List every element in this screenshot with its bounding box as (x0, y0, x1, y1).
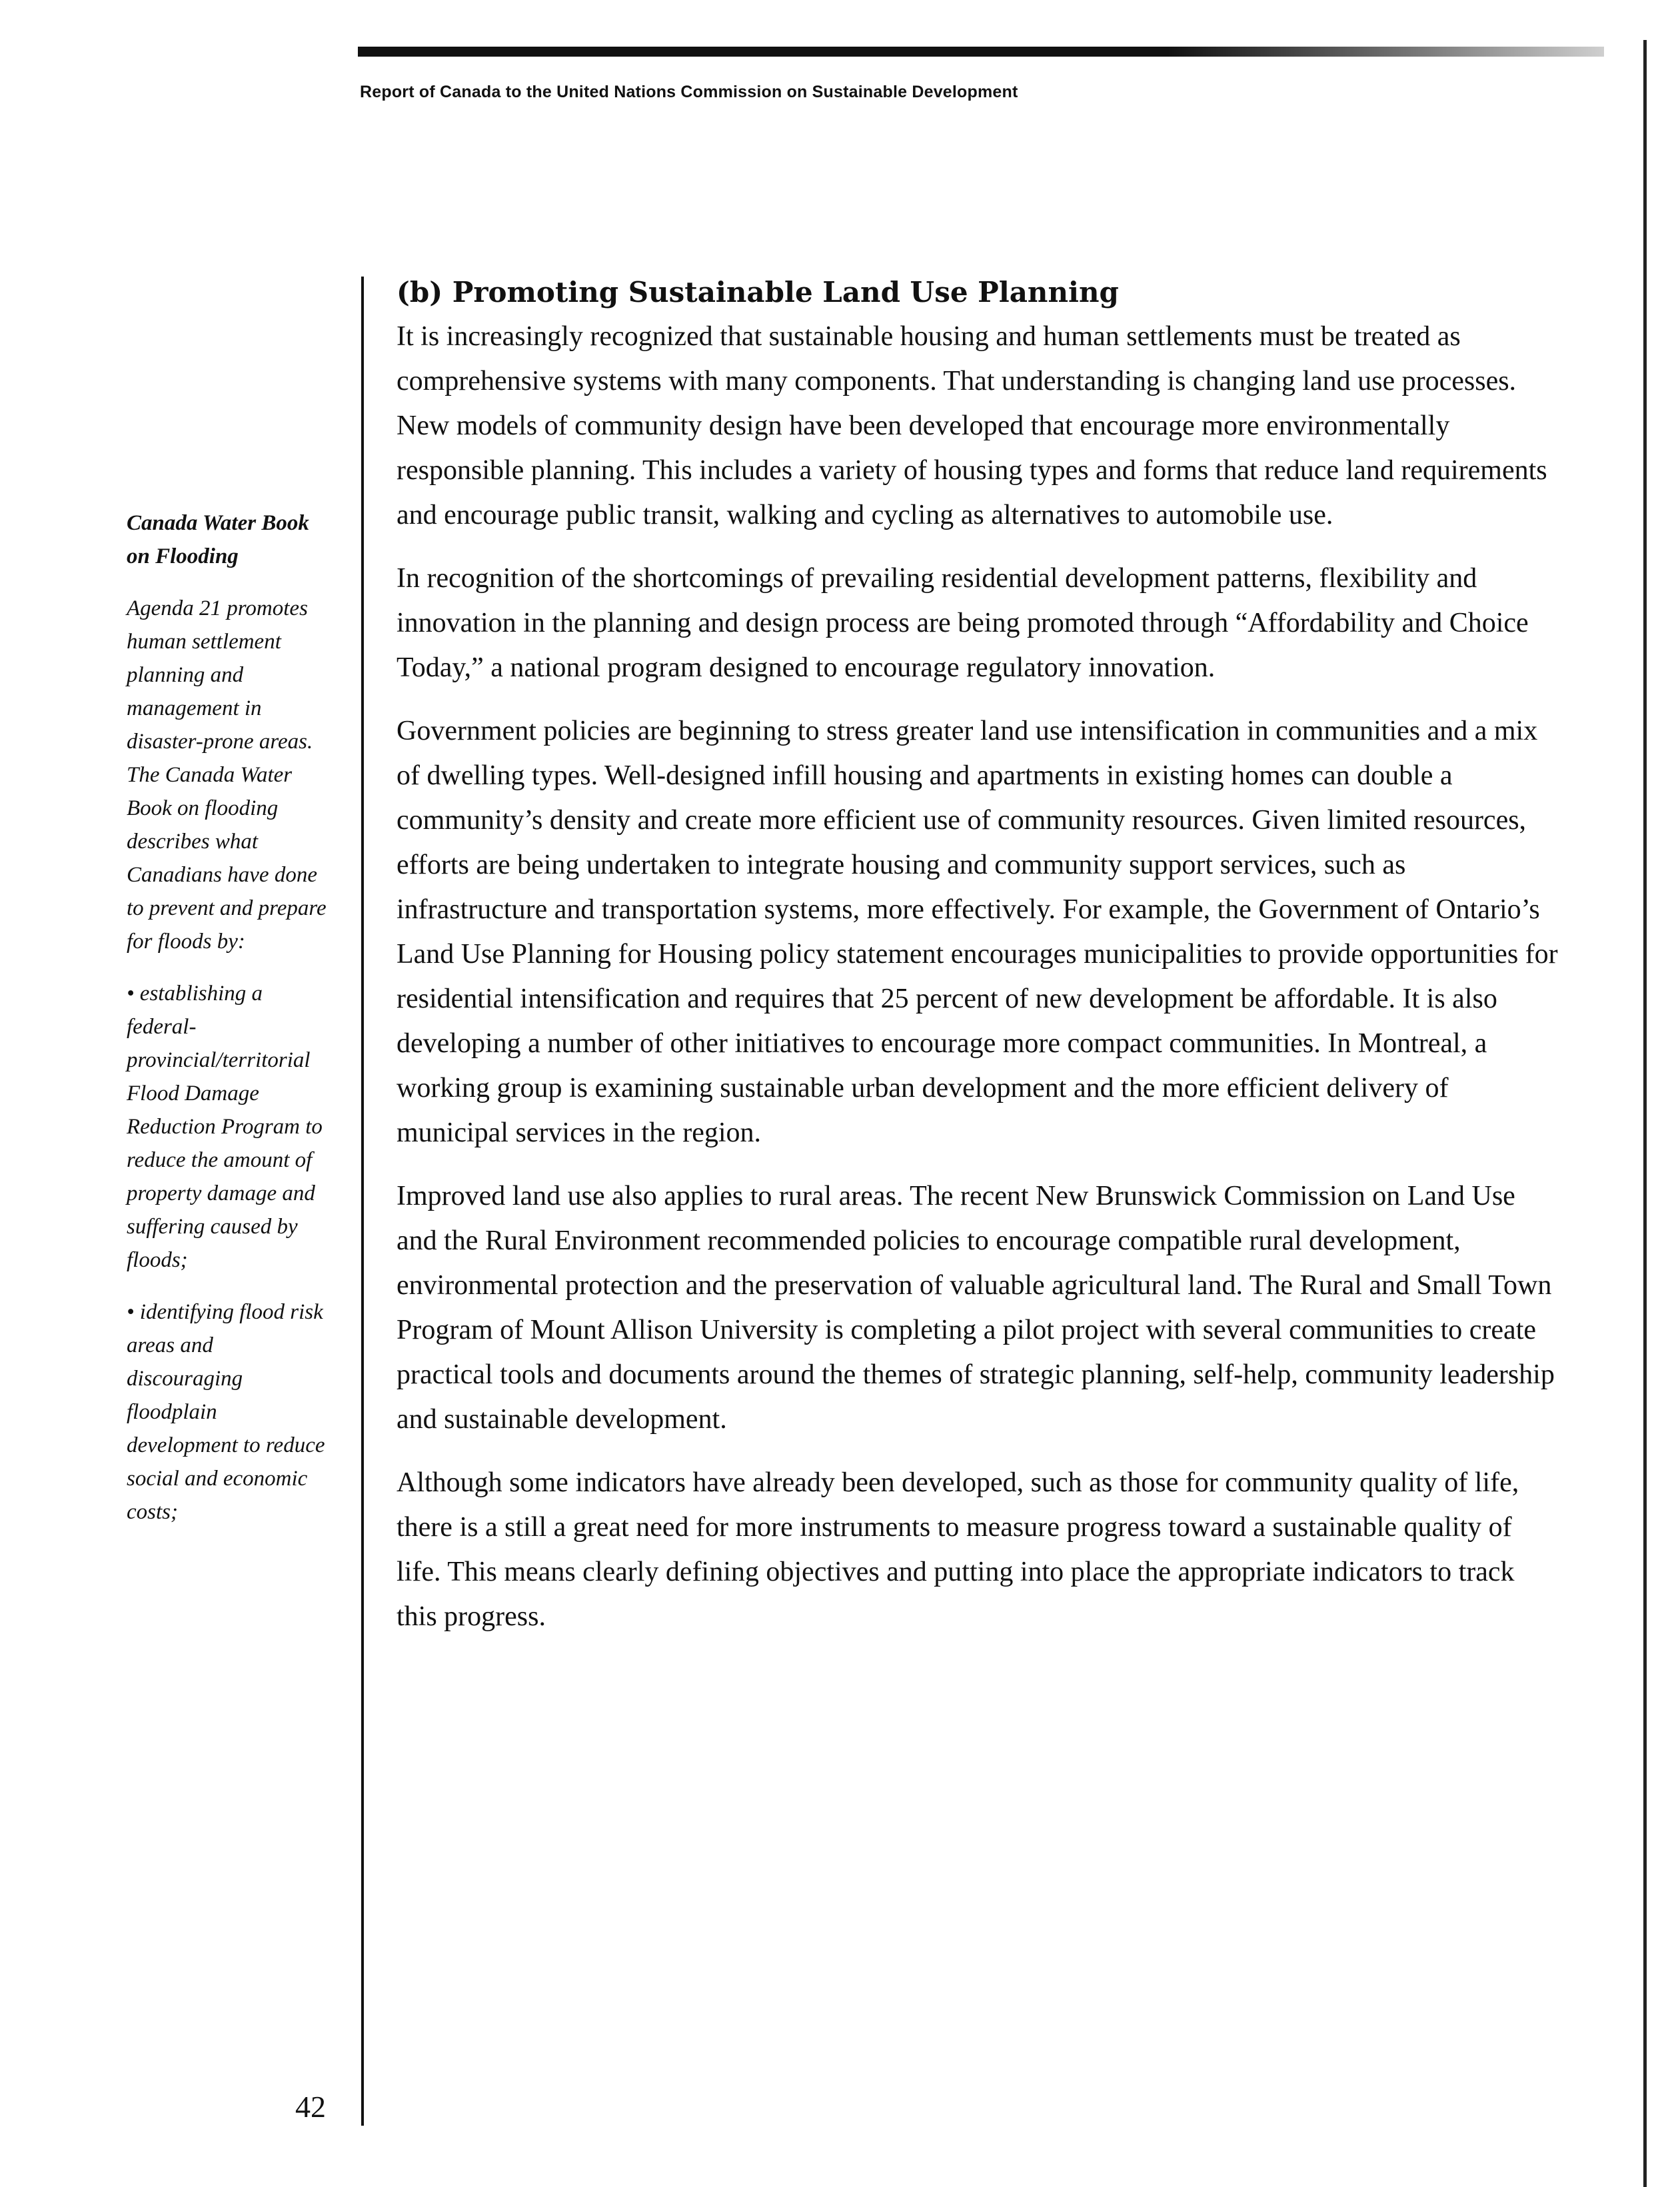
body-paragraph: In recognition of the shortcomings of prevailing residential development patterns, flexibility and innovation in the planning and design process are being promoted through “Affordability and Choice Today,” a national program designed to encourage regulatory innovation. (397, 563, 1529, 683)
sidebar-bullet: • identifying flood risk areas and discouraging floodplain development to reduce social and economic costs; (127, 1300, 325, 1524)
running-header: Report of Canada to the United Nations Commission on Sustainable Development (360, 83, 1018, 101)
column-divider (361, 277, 364, 2126)
main-column (397, 270, 1559, 1658)
body-paragraph: Although some indicators have already been developed, such as those for community quality of life, there is a still a great need for more instruments to measure progress toward a sustainable quality of life. This means clearly defining objectives and putting into place the appropriate indicators to track this progress. (397, 1467, 1519, 1632)
header-rule (358, 47, 1604, 57)
body-paragraph: Improved land use also applies to rural areas. The recent New Brunswick Commission on Land Use and the Rural Environment recommended policies to encourage compatible rural development, environmental protection and the preservation of valuable agricultural land. The Rural and Small Town Program of Mount Allison University is completing a pilot project with several communities to create practical tools and documents around the themes of strategic planning, self-help, community leadership and sustainable development. (397, 1181, 1555, 1435)
sidebar-title: Canada Water Book on Flooding (127, 511, 309, 568)
sidebar-paragraph: Agenda 21 promotes human settlement planning and management in disaster-prone areas. The Canada Water Book on flooding describes what Canadians have done to prevent and prepare for floods by: (127, 596, 327, 954)
body-paragraph: Government policies are beginning to stress greater land use intensification in communities and a mix of dwelling types. Well-designed infill housing and apartments in existing homes can double a community’s density and create more efficient use of community resources. Given limited resources, efforts are being undertaken to integrate housing and community support services, such as infrastructure and transportation systems, more effectively. For example, the Government of Ontario’s Land Use Planning for Housing policy statement encourages municipalities to provide opportunities for residential intensification and requires that 25 percent of new development be affordable. It is also developing a number of other initiatives to encourage more compact communities. In Montreal, a working group is examining sustainable urban development and the more efficient delivery of municipal services in the region. (397, 716, 1558, 1148)
sidebar-note (127, 506, 333, 1547)
section-heading: (b) Promoting Sustainable Land Use Planning (397, 276, 1119, 309)
body-paragraph: It is increasingly recognized that sustainable housing and human settlements must be treated as comprehensive systems with many components. That understanding is changing land use processes. New models of community design have been developed that encourage more environmentally responsible planning. This includes a variety of housing types and forms that reduce land requirements and encourage public transit, walking and cycling as alternatives to automobile use. (397, 321, 1547, 530)
page-edge-rule (1643, 40, 1647, 2187)
sidebar-bullet: • establishing a federal-provincial/territorial Flood Damage Reduction Program to reduce the amount of property damage and suffering caused by floods; (127, 982, 323, 1272)
page-number: 42 (295, 2090, 326, 2124)
